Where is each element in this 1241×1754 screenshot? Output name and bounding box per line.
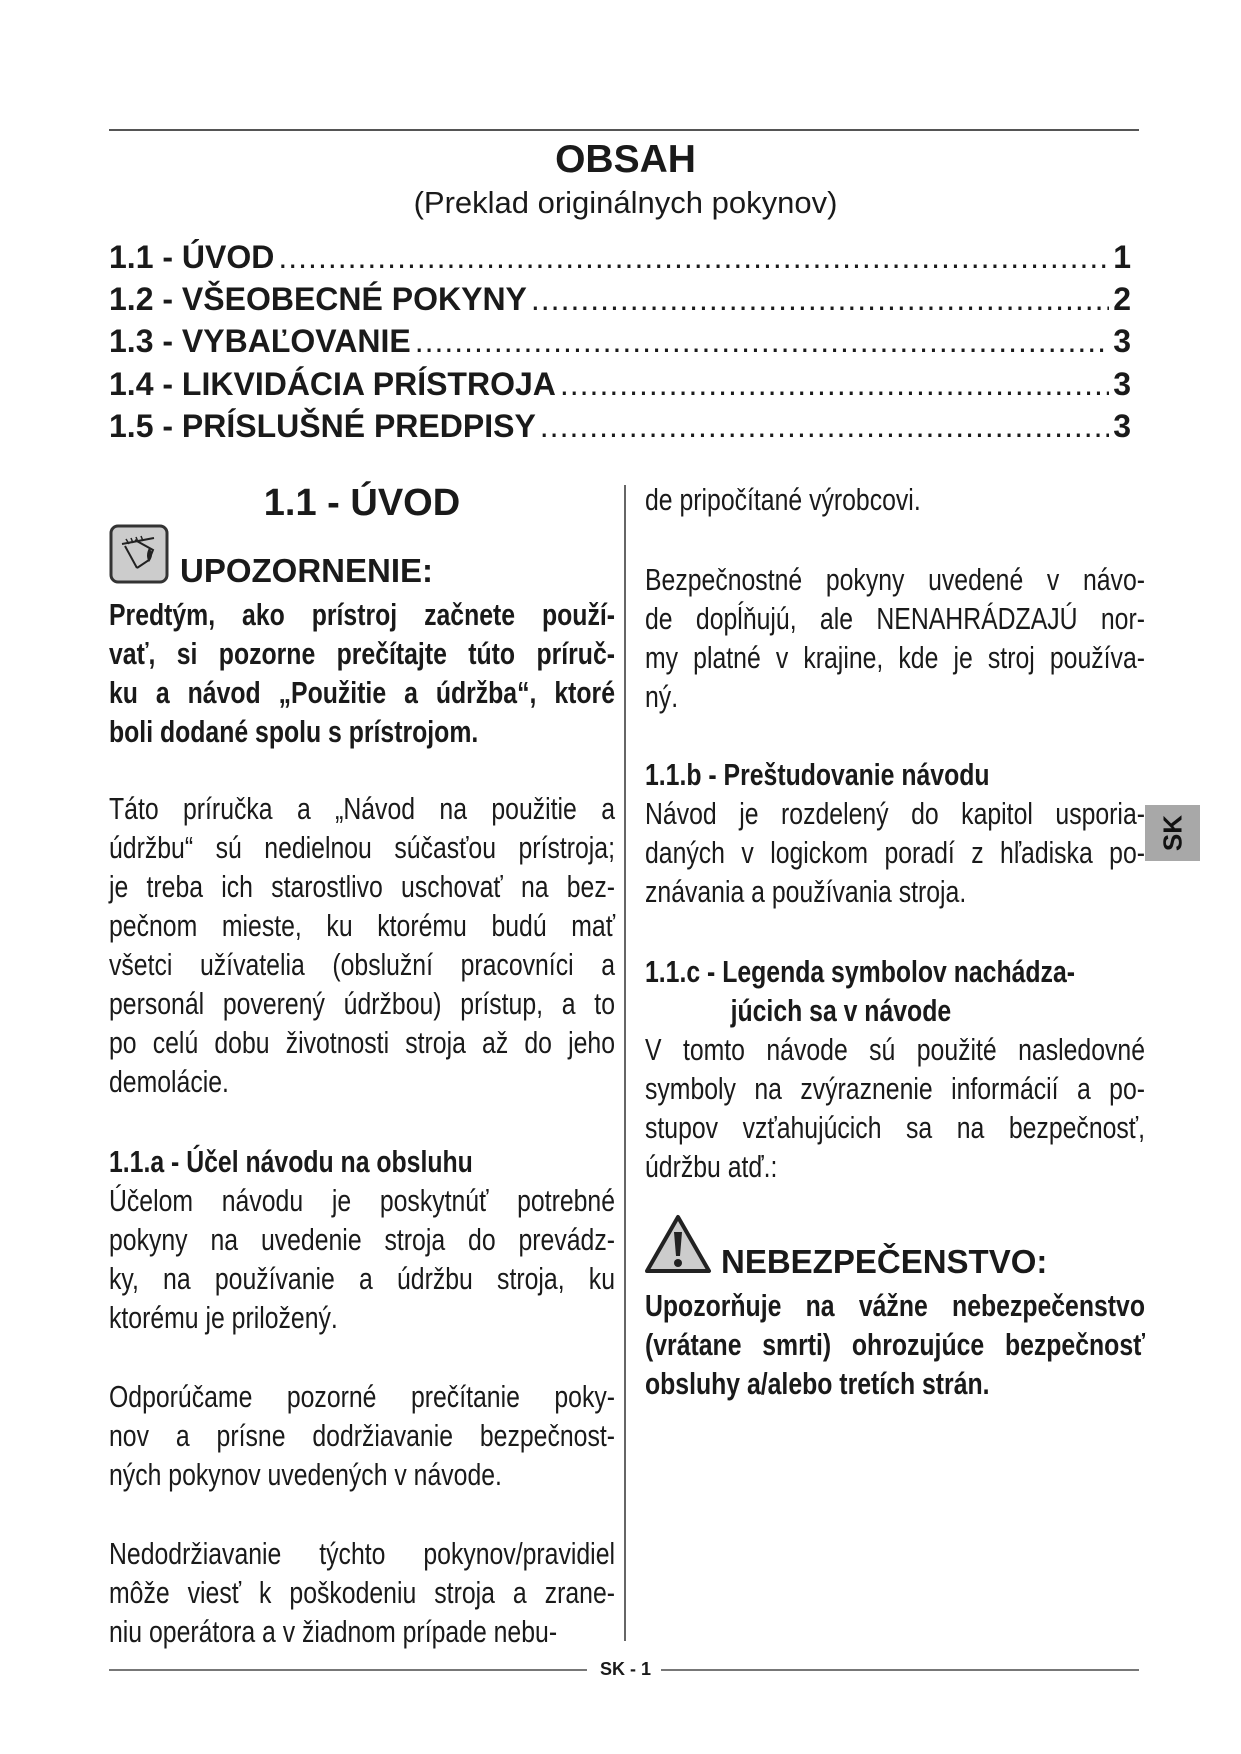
text-line: Predtým, ako prístroj začnete použí- <box>109 597 615 632</box>
text-line: de dopĺňujú, ale NENAHRÁDZAJÚ nor- <box>645 601 1145 636</box>
text-line: daných v logickom poradí z hľadiska po- <box>645 835 1145 870</box>
top-rule <box>109 129 1139 131</box>
text-line: Táto príručka a „Návod na použitie a <box>109 791 615 826</box>
text-line: Bezpečnostné pokyny uvedené v návo- <box>645 562 1145 597</box>
subsection-heading: 1.1.b - Preštudovanie návodu <box>645 757 990 792</box>
toc-page: 1 <box>1113 239 1131 275</box>
page-number: SK - 1 <box>599 1659 651 1679</box>
text-line: pokyny na uvedenie stroja do prevádz- <box>109 1222 615 1257</box>
toc-leader <box>540 408 1109 445</box>
recommendation-paragraph <box>109 1377 615 1494</box>
text-line: môže viesť k poškodeniu stroja a zrane- <box>109 1575 615 1610</box>
text-line: znávania a používania stroja. <box>645 874 967 909</box>
language-tab <box>1145 805 1200 861</box>
text-line: (vrátane smrti) ohrozujúce bezpečnosť <box>645 1327 1145 1362</box>
text-line: pečnom mieste, ku ktorému budú mať <box>109 908 615 943</box>
text-line: je treba ich starostlivo uschovať na bez- <box>109 869 615 904</box>
purpose-text <box>109 1181 615 1337</box>
text-line: údržbu“ sú nedielnou súčasťou prístroja; <box>109 830 615 865</box>
language-tab-label: SK <box>1157 814 1187 852</box>
text-line: všetci užívatelia (obslužní pracovníci a <box>109 947 615 982</box>
continuation-paragraph <box>645 480 1145 519</box>
consequence-paragraph <box>109 1534 615 1651</box>
text-line: Odporúčame pozorné prečítanie poky- <box>109 1379 615 1414</box>
danger-title: NEBEZPEČENSTVO: <box>721 1243 1048 1280</box>
toc-leader <box>278 239 1109 276</box>
text-line: symboly na zvýraznenie informácií a po- <box>645 1071 1145 1106</box>
danger-text <box>645 1286 1145 1403</box>
legend-text <box>645 1030 1145 1186</box>
text-line: personál poverený údržbou) prístup, a to <box>109 986 615 1021</box>
study-text <box>645 794 1145 911</box>
purpose-block <box>109 1142 615 1337</box>
toc-page: 2 <box>1113 281 1131 317</box>
safety-paragraph <box>645 560 1145 716</box>
text-line: my platné v krajine, kde je stroj používa- <box>645 640 1145 675</box>
text-line: Návod je rozdelený do kapitol usporia- <box>645 796 1145 831</box>
text-line: Upozorňuje na vážne nebezpečenstvo <box>645 1288 1145 1323</box>
page-title: OBSAH <box>555 138 696 181</box>
toc-entry[interactable] <box>109 239 1131 279</box>
toc-label: 1.2 - VŠEOBECNÉ POKYNY <box>109 281 527 317</box>
text-line: stupov vzťahujúcich sa na bezpečnosť, <box>645 1110 1145 1145</box>
toc-page: 3 <box>1113 408 1131 444</box>
subsection-heading: 1.1.a - Účel návodu na obsluhu <box>109 1144 473 1179</box>
text-line: ných pokynov uvedených v návode. <box>109 1457 502 1492</box>
toc-label: 1.3 - VYBAĽOVANIE <box>109 323 411 359</box>
text-line: V tomto návode sú použité nasledovné <box>645 1032 1145 1067</box>
text-line: boli dodané spolu s prístrojom. <box>109 714 479 749</box>
notice-icon <box>109 524 169 584</box>
toc-label: 1.1 - ÚVOD <box>109 239 275 275</box>
subsection-heading: 1.1.c - Legenda symbolov nachádza- <box>645 954 1075 989</box>
text-line: ku a návod „Použitie a údržba“, ktoré <box>109 675 615 710</box>
text-line: demolácie. <box>109 1064 229 1099</box>
text-line: de pripočítané výrobcovi. <box>645 482 921 517</box>
section-title: 1.1 - ÚVOD <box>263 482 461 524</box>
intro-paragraph <box>109 789 615 1101</box>
text-line: niu operátora a v žiadnom prípade nebu- <box>109 1614 558 1649</box>
text-line: obsluhy a/alebo tretích strán. <box>645 1366 990 1401</box>
subsection-heading-cont: júcich sa v návode <box>730 993 952 1028</box>
text-line: Nedodržiavanie týchto pokynov/pravidiel <box>109 1536 615 1571</box>
toc-entry[interactable] <box>109 408 1131 448</box>
study-block <box>645 755 1145 911</box>
legend-block <box>645 952 1145 1186</box>
toc-page: 3 <box>1113 323 1131 359</box>
page-subtitle: (Preklad originálnych pokynov) <box>413 185 838 220</box>
text-line: po celú dobu životnosti stroja až do jeho <box>109 1025 615 1060</box>
text-line: Účelom návodu je poskytnúť potrebné <box>109 1183 615 1218</box>
text-line: ktorému je priložený. <box>109 1300 338 1335</box>
notice-text <box>109 595 615 751</box>
text-line: ky, na používanie a údržbu stroja, ku <box>109 1261 615 1296</box>
toc-leader <box>531 281 1109 318</box>
toc-label: 1.5 - PRÍSLUŠNÉ PREDPISY <box>109 408 536 444</box>
toc-leader <box>560 366 1109 403</box>
toc-entry[interactable] <box>109 366 1131 406</box>
text-line: ný. <box>645 679 679 714</box>
notice-title: UPOZORNENIE: <box>180 552 434 589</box>
text-line: nov a prísne dodržiavanie bezpečnost- <box>109 1418 615 1453</box>
column-divider <box>624 485 626 1641</box>
text-line: vať, si pozorne prečítajte túto príruč- <box>109 636 615 671</box>
text-line: údržbu atď.: <box>645 1149 778 1184</box>
toc-leader <box>415 323 1110 360</box>
toc-page: 3 <box>1113 366 1131 402</box>
warning-triangle-icon <box>644 1214 712 1274</box>
toc-entry[interactable] <box>109 323 1131 363</box>
toc-label: 1.4 - LIKVIDÁCIA PRÍSTROJA <box>109 366 556 402</box>
toc-entry[interactable] <box>109 281 1131 321</box>
